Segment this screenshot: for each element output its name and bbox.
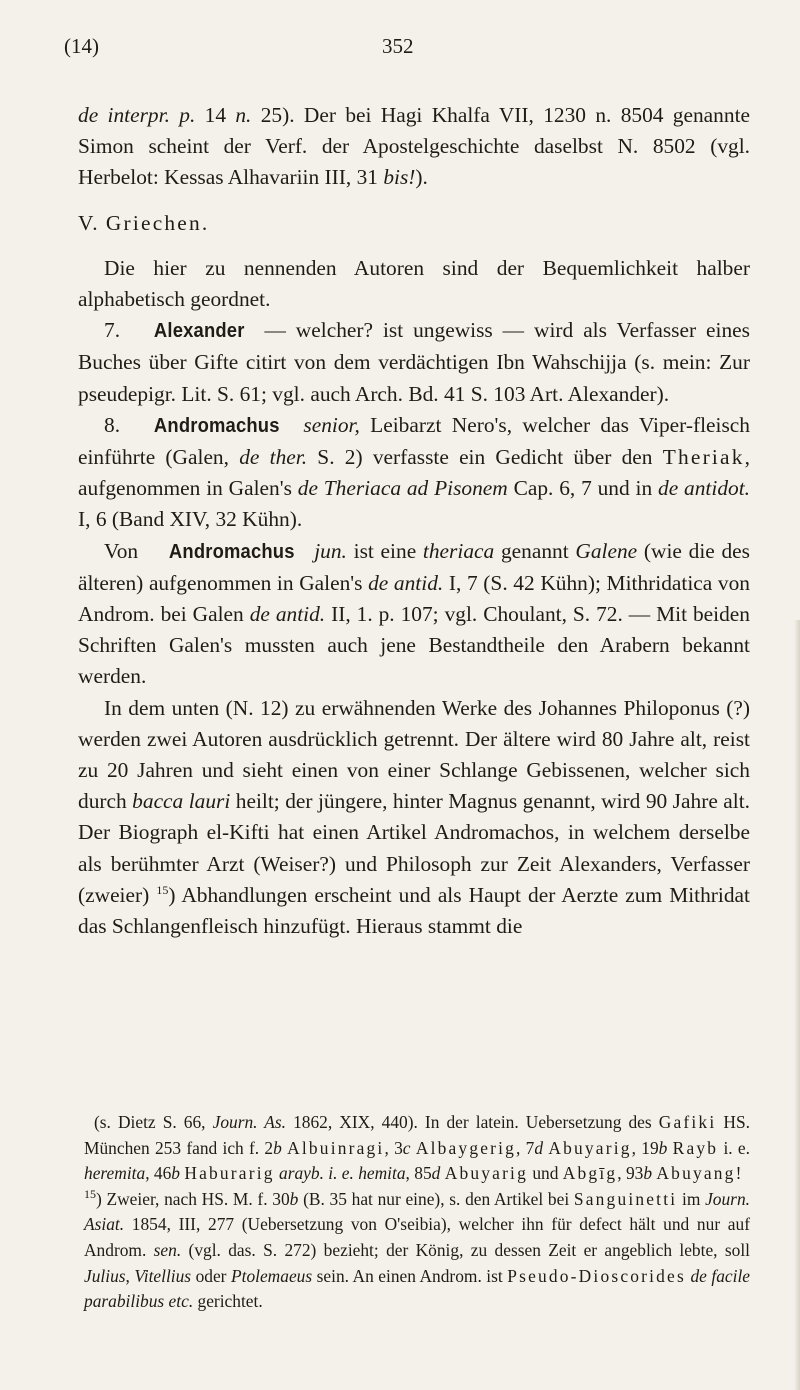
footnote-number: 15 bbox=[84, 1186, 96, 1201]
entry-alexander: 7. Alexander — welcher? ist ungewiss — wird als Verfasser eines Buches über Gifte citirt von dem verdächtigen Ibn Wahschijja (s. mein: Zur pseudepigr. Lit. S. 61; vgl. auch Arch. Bd. 41 S. 103 Art. Alexander). bbox=[78, 318, 750, 406]
entry-andromachus-senior: 8. Andromachus senior, Leibarzt Nero's, welcher das Viper-fleisch einführte (Galen, de ther. S. 2) verfasste ein Gedicht über den Theriak, aufgenommen in Galen's de Theriaca ad Pisonem Cap. 6, 7 und in de antidot. I, 6 (Band XIV, 32 Kühn). bbox=[78, 412, 750, 532]
page-number: (14) bbox=[64, 34, 99, 58]
folio-number: 352 bbox=[382, 34, 414, 58]
footnote-reference: 15 bbox=[156, 882, 169, 897]
paragraph-philoponus: In dem unten (N. 12) zu erwähnenden Werke des Johannes Philoponus (?) werden zwei Autoren ausdrücklich getrennt. Der ältere wird 80 Jahre alt, reist zu 20 Jahren und sieht einen von einer Schlange Gebissenen, welcher sich durch bacca lauri heilt; der jüngere, hinter Magnus genannt, wird 90 Jahre alt. Der Biograph el-Kifti hat einen Artikel Andromachos, in welchem derselbe als berühmter Arzt (Weiser?) und Philosoph zur Zeit Alexanders, Verfasser (zweier) $^{15}$) Abhandlungen erscheint und als Haupt der Aerzte zum Mithridat das Schlangenfleisch hinzufügt. Hieraus stammt die bbox=[78, 695, 750, 939]
paragraph-continuation: de interpr. p. 14 n. 25). Der bei Hagi Khalfa VII, 1230 n. 8504 genannte Simon scheint der Verf. der Apostelgeschichte daselbst N. 8502 (vgl. Herbelot: Kessas Alhavariin III, 31 bis!). bbox=[78, 103, 751, 190]
section-heading: V. Griechen. bbox=[78, 210, 210, 235]
footnotes bbox=[84, 1110, 750, 1315]
page-header bbox=[64, 34, 764, 64]
entry-andromachus-junior: Von Andromachus jun. ist eine theriaca genannt Galene (wie die des älteren) aufgenommen in Galen's de antid. I, 7 (S. 42 Kühn); Mithridatica von Androm. bei Galen de antid. II, 1. p. 107; vgl. Choulant, S. 72. — Mit beiden Schriften Galen's mussten auch jene Bestandtheile den Arabern bekannt werden. bbox=[78, 538, 750, 689]
footnote-continuation: (s. Dietz S. 66, Journ. As. 1862, XIX, 440). In der latein. Uebersetzung des Gafiki HS. München 253 fand ich f. 2b Albuinragi, 3c Albaygerig, 7d Abuyarig, 19b Rayb i. e. heremita, 46b Haburarig arayb. i. e. hemita, 85d Abuyarig und Abgīg, 93b Abuyang! bbox=[84, 1112, 751, 1184]
footnote-15: $^{15}$) Zweier, nach HS. M. f. 30b (B. 35 hat nur eine), s. den Artikel bei Sanguinetti im Journ. Asiat. 1854, III, 277 (Uebersetzung von O'seibia), welcher ihn für defect hält und nur auf Androm. sen. (vgl. das. S. 272) bezieht; der König, zu dessen Zeit er angeblich lebte, soll Julius, Vitellius oder Ptolemaeus sein. An einen Androm. ist Pseudo-Dioscorides de facile parabilibus etc. gerichtet. bbox=[84, 1186, 750, 1312]
main-text bbox=[78, 100, 750, 942]
entry-name-alexander: Alexander bbox=[153, 320, 245, 343]
paragraph-intro: Die hier zu nennenden Autoren sind der Bequemlichkeit halber alphabetisch geordnet. bbox=[78, 255, 750, 312]
entry-name-andromachus: Andromachus bbox=[154, 414, 281, 437]
page-edge-shadow bbox=[794, 620, 800, 1390]
entry-name-andromachus-junior: Andromachus bbox=[168, 540, 295, 563]
